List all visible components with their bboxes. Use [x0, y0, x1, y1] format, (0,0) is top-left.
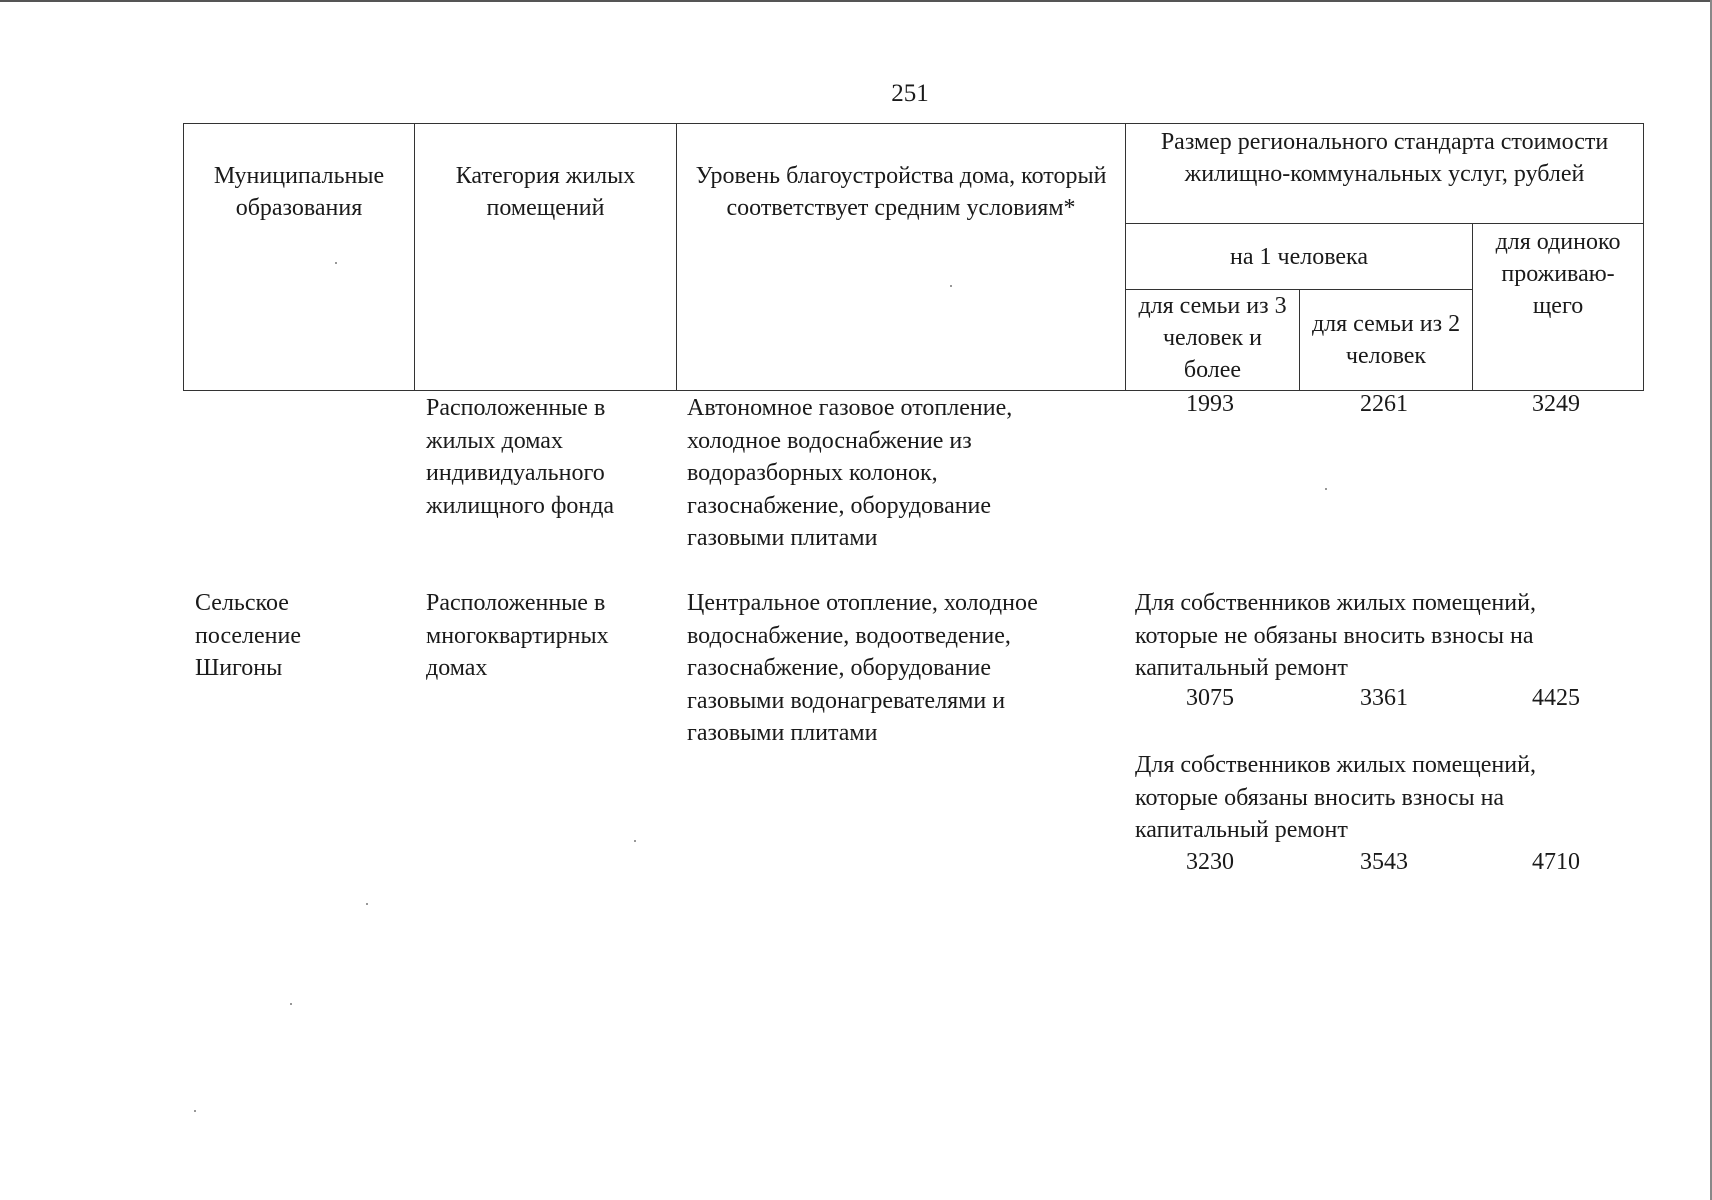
header-per-person-text: на 1 человека — [1230, 243, 1368, 270]
row2-group1-value-family3: 3075 — [1186, 685, 1234, 711]
scan-speck — [290, 1003, 292, 1005]
row2-group1-value-single: 4425 — [1532, 685, 1580, 711]
scan-speck — [1325, 488, 1327, 490]
row2-group2-value-single: 4710 — [1532, 849, 1580, 875]
header-category-text: Категория жилых помещений — [455, 163, 636, 221]
row2-category: Расположенные в многоквартирных домах — [426, 590, 609, 681]
scan-speck — [366, 903, 368, 905]
scan-speck — [950, 285, 952, 287]
header-family3-text: для семьи из 3 человек и более — [1138, 293, 1287, 383]
header-single-text: для одиноко проживаю-щего — [1495, 229, 1621, 319]
header-standard-text: Размер регионального стандарта стоимости жилищно-коммунальных услуг, рублей — [1160, 129, 1609, 187]
row1-value-single: 3249 — [1532, 391, 1580, 417]
header-level-text: Уровень благоустройства дома, который соответствует средним условиям* — [695, 163, 1107, 221]
scan-speck — [194, 1110, 196, 1112]
row1-category: Расположенные в жилых домах индивидуального жилищного фонда — [426, 395, 615, 519]
scan-speck — [634, 840, 636, 842]
row1-level: Автономное газовое отопление, холодное водоснабжение из водоразборных колонок, газоснабжение, оборудование газовыми плитами — [687, 395, 1013, 551]
row2-group1-note: Для собственников жилых помещений, которые не обязаны вносить взносы на капитальный ремонт — [1135, 590, 1536, 681]
header-municipal-text: Муниципальные образования — [213, 163, 385, 221]
scan-speck — [335, 262, 337, 264]
row2-level: Центральное отопление, холодное водоснабжение, водоотведение, газоснабжение, оборудование газовыми водонагревателями и газовыми плитами — [687, 590, 1038, 746]
row2-municipality: Сельское поселение Шигоны — [195, 590, 302, 681]
row2-group1-value-family2: 3361 — [1360, 685, 1408, 711]
row1-value-family3: 1993 — [1186, 391, 1234, 417]
row2-group2-note: Для собственников жилых помещений, которые обязаны вносить взносы на капитальный ремонт — [1135, 752, 1536, 843]
row2-group2-value-family2: 3543 — [1360, 849, 1408, 875]
row1-value-family2: 2261 — [1360, 391, 1408, 417]
header-family2-text: для семьи из 2 человек — [1311, 311, 1461, 369]
page-number-text: 251 — [891, 80, 929, 107]
row2-group2-value-family3: 3230 — [1186, 849, 1234, 875]
